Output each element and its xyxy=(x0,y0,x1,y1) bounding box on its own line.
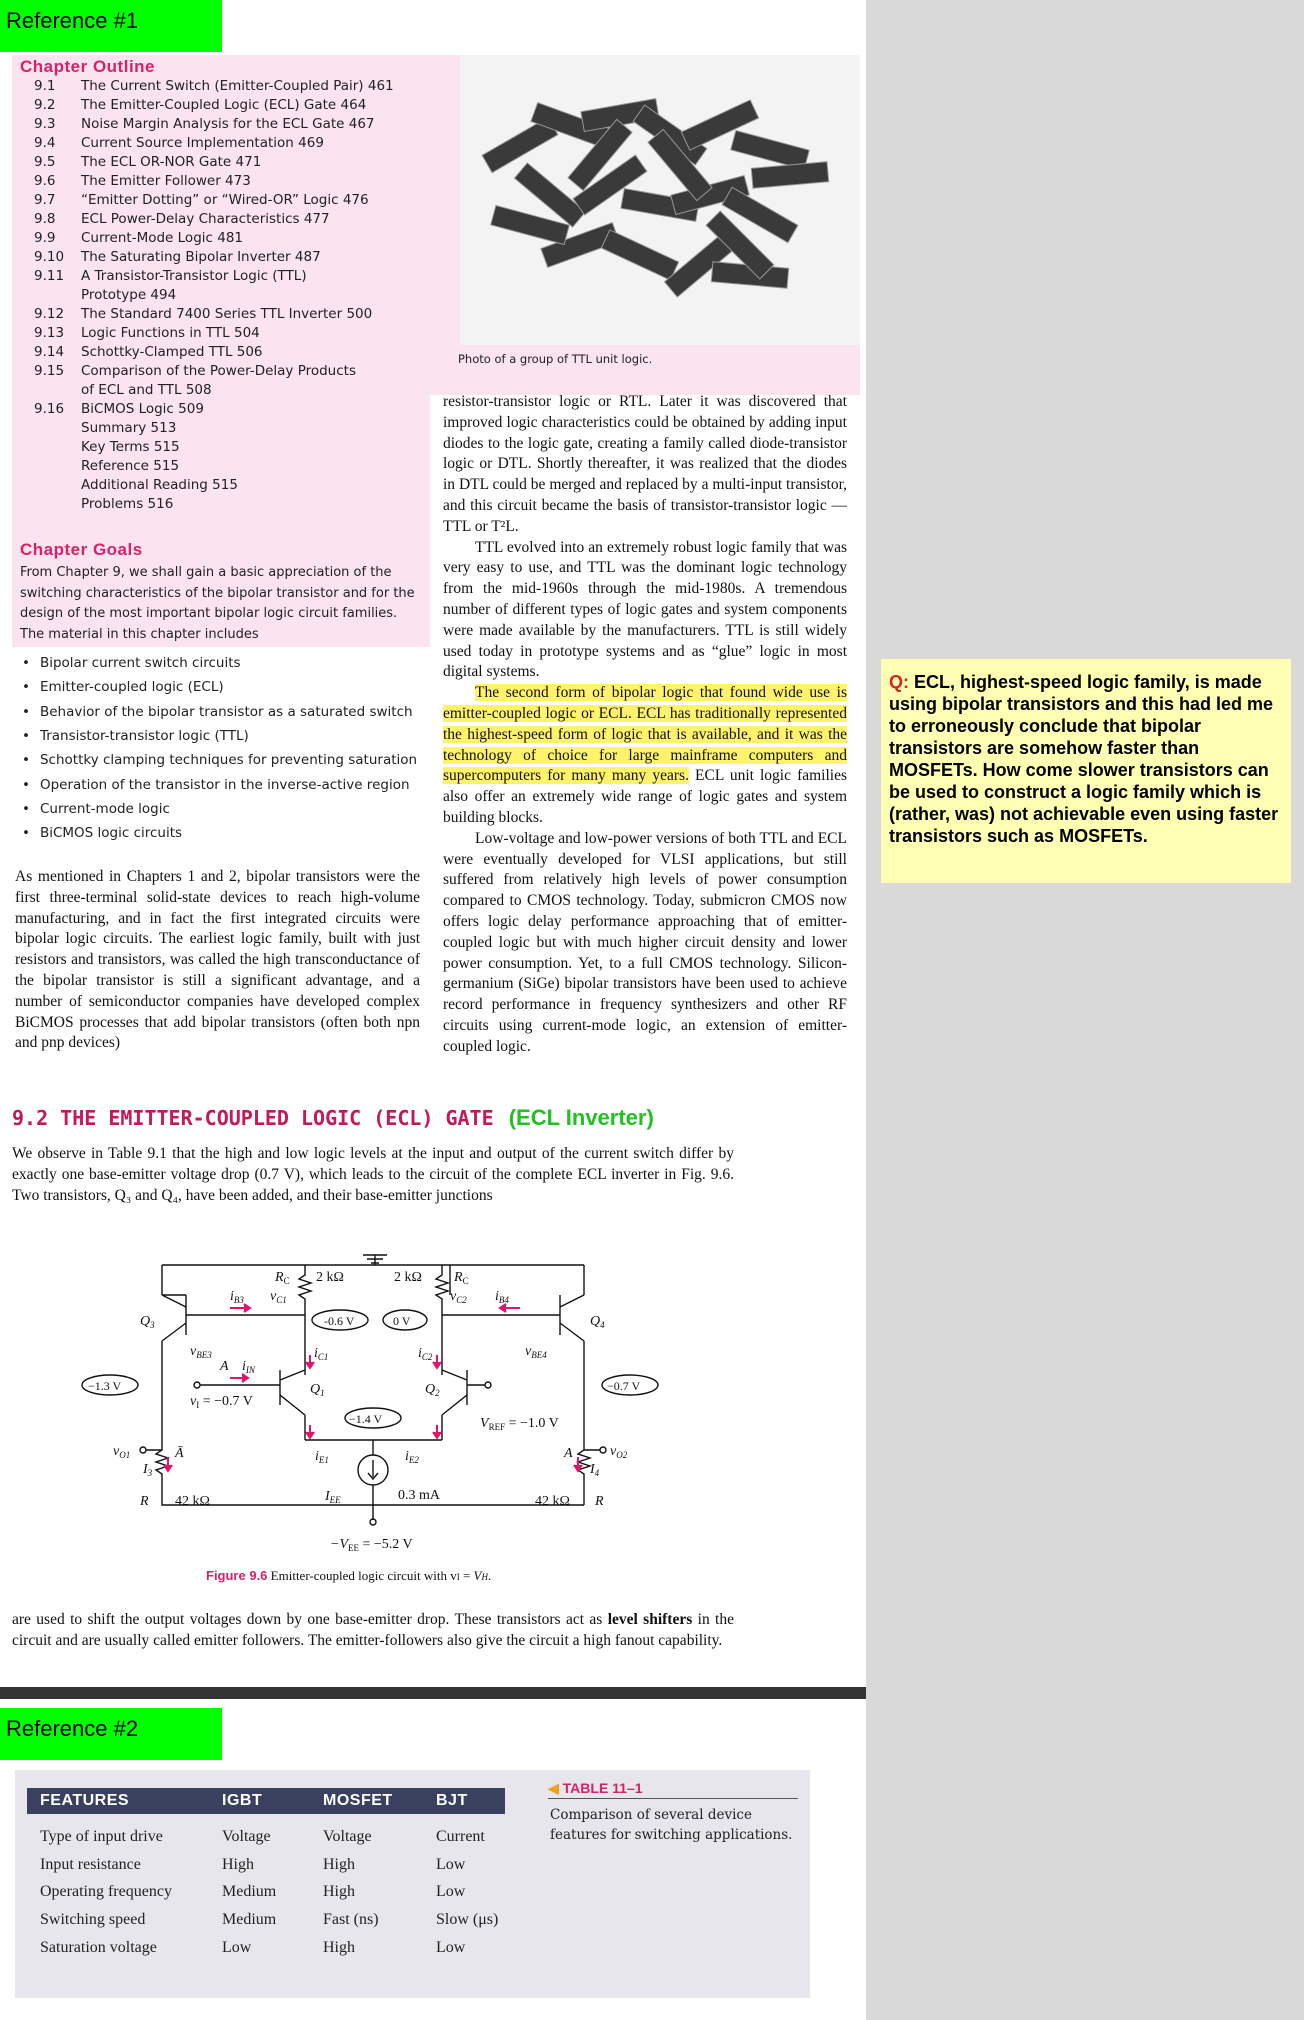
outline-item-text: ECL Power-Delay Characteristics 477 xyxy=(81,211,330,227)
emitter-voltage: −1.4 V xyxy=(349,1412,383,1426)
table-description: Comparison of several device features for switching applications. xyxy=(550,1807,793,1843)
outline-item-text: Summary 513 xyxy=(81,420,177,436)
vee-label: $-V_{EE} = -5.2$ V xyxy=(330,1537,413,1553)
vref-label: $V_{REF} = -1.0$ V xyxy=(480,1416,559,1432)
vo1-node-voltage: −1.3 V xyxy=(88,1379,122,1393)
ic-chips-image xyxy=(460,55,860,345)
highlighted-ecl-text: The second form of bipolar logic that found wide use is emitter-coupled logic or ECL. ECL has traditionally represented the highest-speed form of logic that is available, and it was the technology of choice for large mainframe computers and supercomputers for many many years. xyxy=(443,684,847,785)
vbe4-label: $v_{BE4}$ xyxy=(525,1344,547,1360)
ic-chip xyxy=(731,131,810,170)
table-cell: Voltage xyxy=(323,1828,372,1845)
vo1-label: $v_{O1}$ xyxy=(113,1444,131,1460)
iee-label: $I_{EE}$ xyxy=(325,1489,341,1505)
table-cell: Low xyxy=(436,1938,466,1956)
r2-value: 2 kΩ xyxy=(394,1270,422,1285)
reference-divider xyxy=(0,1687,866,1699)
vo2-label: $v_{O2}$ xyxy=(610,1444,628,1460)
table-cell: Switching speed xyxy=(40,1911,146,1929)
outline-item-number: 9.13 xyxy=(34,325,65,341)
outline-item-text: Problems 516 xyxy=(81,496,174,512)
outline-item-number: 9.4 xyxy=(34,135,56,151)
outline-item-number: 9.3 xyxy=(34,116,56,132)
table-cell: High xyxy=(323,1855,355,1873)
table-cell: Low xyxy=(222,1938,252,1956)
table-cell: Slow (μs) xyxy=(436,1911,499,1929)
table-cell: Fast (ns) xyxy=(323,1911,379,1929)
table-header-cell: FEATURES xyxy=(40,1792,130,1809)
outline-item-number: 9.2 xyxy=(34,97,56,113)
vi-label: $v_I = -0.7$ V xyxy=(190,1394,253,1410)
a-label: A xyxy=(220,1359,229,1374)
table-cell: Saturation voltage xyxy=(40,1938,157,1956)
level-shifters-term: level shifters xyxy=(607,1611,693,1628)
rc1-label: $R_C$ xyxy=(275,1270,290,1286)
abar-label: Ā xyxy=(175,1446,184,1461)
rc2-label: $R_C$ xyxy=(454,1270,469,1286)
iee-value: 0.3 mA xyxy=(398,1488,440,1503)
outline-item-text: “Emitter Dotting” or “Wired-OR” Logic 476 xyxy=(81,192,369,208)
outline-item-text: BiCMOS Logic 509 xyxy=(81,401,204,417)
goal-bullet: • BiCMOS logic circuits xyxy=(22,825,182,841)
paragraph-ecl xyxy=(443,683,847,829)
goal-bullet: • Behavior of the bipolar transistor as a saturated switch xyxy=(22,704,413,720)
outline-item-number: 9.10 xyxy=(34,249,65,265)
outline-item-text: Current Source Implementation 469 xyxy=(81,135,324,151)
section-paragraph-1: We observe in Table 9.1 that the high and low logic levels at the input and output of the current switch differ by exactly one base-emitter voltage drop (0.7 V), which leads to the circuit of the complete ECL inverter in Fig. 9.6. Two transistors, Q₃ and Q₄, have been added, and their base-emitter junctions xyxy=(12,1145,734,1204)
outline-item-number: 9.9 xyxy=(34,230,56,246)
table-cell: Input resistance xyxy=(40,1855,141,1873)
rc2-resistor xyxy=(436,1265,448,1325)
reference-1-label: Reference #1 xyxy=(0,0,222,52)
r1-value: 2 kΩ xyxy=(316,1270,344,1285)
outline-item-number: 9.16 xyxy=(34,401,65,417)
paragraph-ttl: TTL evolved into an extremely robust logic family that was very easy to use, and TTL was the dominant logic technology from the mid-1960s through the mid-1980s. A tremendous number of different types of logic gates and system components were made available by the manufacturers. TTL is still widely used today in prototype systems and as “glue” logic in most digital systems. xyxy=(443,538,847,681)
outline-item-number: 9.7 xyxy=(34,192,56,208)
outline-item-number: 9.1 xyxy=(34,78,56,94)
ic-chip xyxy=(751,162,828,189)
goal-bullet: • Current-mode logic xyxy=(22,801,170,817)
ie1-label: $i_{E1}$ xyxy=(315,1449,329,1465)
margin-strip xyxy=(866,0,1304,2020)
paragraph-low-voltage: Low-voltage and low-power versions of both TTL and ECL were eventually developed for VLSI applications, but still suffered from relatively high levels of power consumption compared to CMOS technology. Today, submicron CMOS now offers logic delay performance approaching that of emitter-coupled logic but with much higher circuit density and lower power consumption. Yet, to a full CMOS technology. Silicon-germanium (SiGe) bipolar transistors have been used to achieve record performance in frequency synthesizers and other RF circuits using current-mode logic, an extension of emitter-coupled logic. xyxy=(443,829,847,1055)
goal-bullet: • Transistor-transistor logic (TTL) xyxy=(22,728,249,744)
ttl-photo xyxy=(460,55,860,345)
goal-bullet: • Schottky clamping techniques for preventing saturation xyxy=(22,752,417,768)
outline-item-text: Key Terms 515 xyxy=(81,439,180,455)
outline-item-number: 9.11 xyxy=(34,268,65,284)
outline-item-text: Prototype 494 xyxy=(81,287,177,303)
goal-bullet: • Bipolar current switch circuits xyxy=(22,655,241,671)
ecl-text-rest: ECL unit logic families also offer an extremely wide range of logic gates and system building blocks. xyxy=(443,767,847,826)
intro-paragraph: As mentioned in Chapters 1 and 2, bipolar transistors were the first three-terminal solid-state devices to reach high-volume manufacturing, and in fact the first integrated circuits were bipolar logic circuits. The earliest logic family, built with just resistors and transistors, was called the high transconductance of the bipolar transistor is still a significant advantage, and a number of semiconductor companies have developed complex BiCMOS processes that add bipolar transistors (often both npn and pnp devices) xyxy=(15,868,420,1052)
ib3-label: $i_{B3}$ xyxy=(230,1289,244,1305)
question-box xyxy=(881,659,1291,883)
outline-item-text: The Emitter Follower 473 xyxy=(81,173,251,189)
right-column-text xyxy=(443,392,847,1058)
vc2-label: $v_{C2}$ xyxy=(450,1289,467,1305)
reference-2-label: Reference #2 xyxy=(0,1708,222,1760)
table-cell: Type of input drive xyxy=(40,1828,163,1845)
ic-chip xyxy=(601,230,678,280)
vc1-label: $v_{C1}$ xyxy=(270,1289,287,1305)
ic2-label: $i_{C2}$ xyxy=(418,1346,433,1362)
table-cell: Medium xyxy=(222,1911,277,1929)
vbe3-label: $v_{BE3}$ xyxy=(190,1344,212,1360)
outline-item-text: Logic Functions in TTL 504 xyxy=(81,325,260,341)
table-cell: High xyxy=(222,1855,254,1873)
a-out-label: A xyxy=(564,1446,573,1461)
outline-item-number: 9.6 xyxy=(34,173,56,189)
outline-item-text: Schottky-Clamped TTL 506 xyxy=(81,344,263,360)
r3-value: 42 kΩ xyxy=(175,1494,210,1509)
outline-item-number: 9.14 xyxy=(34,344,65,360)
paragraph-rtl: resistor-transistor logic or RTL. Later it was discovered that improved logic characteristics could be obtained by adding input diodes to the logic gate, creating a family called diode-transistor logic or DTL. Shortly thereafter, it was realized that the diodes in DTL could be merged and replaced by a multi-input transistor, and this circuit became the basis of transistor-transistor logic — TTL or T²L. xyxy=(443,393,847,535)
outline-item-text: The Saturating Bipolar Inverter 487 xyxy=(81,249,321,265)
outline-item-number: 9.15 xyxy=(34,363,65,379)
q4-transistor xyxy=(450,1265,584,1395)
figure-caption-text: Emitter-coupled logic circuit with v xyxy=(267,1568,457,1583)
outline-item-text: Additional Reading 515 xyxy=(81,477,238,493)
q2-label: $Q_2$ xyxy=(425,1382,440,1398)
outline-item-text: The Current Switch (Emitter-Coupled Pair) 461 xyxy=(81,78,394,94)
table-cell: Operating frequency xyxy=(40,1883,172,1901)
section-paragraph-2: are used to shift the output voltages down by one base-emitter drop. These transistors act as level shifters in the circuit and are usually called emitter followers. The emitter-followers also give the circuit a high fanout capability. xyxy=(12,1611,734,1649)
ic1-label: $i_{C1}$ xyxy=(314,1346,329,1362)
table-cell: Current xyxy=(436,1828,485,1845)
section-heading xyxy=(12,1105,654,1131)
section-subtitle: (ECL Inverter) xyxy=(508,1105,654,1130)
i3-label: $I_3$ xyxy=(143,1462,153,1478)
outline-item-text: The ECL OR-NOR Gate 471 xyxy=(81,154,262,170)
outline-item-text: The Emitter-Coupled Logic (ECL) Gate 464 xyxy=(81,97,367,113)
table-tag-rule xyxy=(548,1798,798,1799)
outline-item-number: 9.5 xyxy=(34,154,56,170)
outline-item-text: Current-Mode Logic 481 xyxy=(81,230,243,246)
outline-item-text: Reference 515 xyxy=(81,458,180,474)
q3-label: $Q_3$ xyxy=(140,1314,155,1330)
r4-label: R xyxy=(595,1494,604,1509)
outline-item-text: Comparison of the Power-Delay Products xyxy=(81,363,356,379)
q2-transistor xyxy=(442,1370,467,1440)
table-header-cell: BJT xyxy=(436,1792,468,1809)
table-header-cell: MOSFET xyxy=(323,1792,393,1809)
iin-label: $i_{IN}$ xyxy=(242,1359,255,1375)
goal-bullet: • Emitter-coupled logic (ECL) xyxy=(22,679,224,695)
table-cell: Medium xyxy=(222,1883,277,1901)
r4-value: 42 kΩ xyxy=(535,1494,570,1509)
photo-caption: Photo of a group of TTL unit logic. xyxy=(458,352,653,366)
figure-caption: Figure 9.6 Emitter-coupled logic circuit with vI = VH. xyxy=(206,1568,492,1583)
ib4-label: $i_{B4}$ xyxy=(495,1289,509,1305)
vo2-node-voltage: −0.7 V xyxy=(607,1379,641,1393)
q3-transistor xyxy=(162,1295,186,1395)
section-title: 9.2 THE EMITTER-COUPLED LOGIC (ECL) GATE xyxy=(12,1106,494,1130)
question-text: ECL, highest-speed logic family, is made using bipolar transistors and this had led me to erroneously conclude that bipolar transistors are somehow faster than MOSFETs. How come slower transistors can be used to construct a logic family which is (rather, was) not achievable even using faster transistors such as MOSFETs. xyxy=(889,672,1279,846)
outline-item-text: of ECL and TTL 508 xyxy=(81,382,212,398)
outline-item-text: The Standard 7400 Series TTL Inverter 500 xyxy=(81,306,373,322)
rc1-resistor xyxy=(299,1265,311,1325)
outline-title: Chapter Outline xyxy=(20,57,156,76)
table-cell: Low xyxy=(436,1855,466,1873)
table-cell: Voltage xyxy=(222,1828,271,1845)
figure-label: Figure 9.6 xyxy=(206,1568,268,1583)
outline-item-number: 9.12 xyxy=(34,306,65,322)
outline-item-number: 9.8 xyxy=(34,211,56,227)
q4-label: $Q_4$ xyxy=(590,1314,605,1330)
r3-label: R xyxy=(140,1494,149,1509)
vc1-value: -0.6 V xyxy=(324,1314,355,1328)
outline-item-text: A Transistor-Transistor Logic (TTL) xyxy=(81,268,307,284)
question-prefix: Q: xyxy=(889,672,909,692)
goals-title: Chapter Goals xyxy=(20,540,143,559)
outline-item-text: Noise Margin Analysis for the ECL Gate 467 xyxy=(81,116,375,132)
table-cell: Low xyxy=(436,1883,466,1901)
table-header-cell: IGBT xyxy=(222,1792,263,1809)
ecl-circuit-diagram xyxy=(80,1245,680,1565)
vc2-value: 0 V xyxy=(393,1314,411,1328)
q1-transistor xyxy=(280,1370,305,1440)
ie2-label: $i_{E2}$ xyxy=(405,1449,419,1465)
i4-label: $I_4$ xyxy=(590,1462,600,1478)
table-cell: High xyxy=(323,1938,355,1956)
table-tag: ◀ TABLE 11–1 xyxy=(548,1780,643,1796)
goal-bullet: • Operation of the transistor in the inverse-active region xyxy=(22,777,410,793)
q1-label: $Q_1$ xyxy=(310,1382,325,1398)
table-cell: High xyxy=(323,1883,355,1901)
goals-intro: From Chapter 9, we shall gain a basic appreciation of the switching characteristics of the bipolar transistor and for the design of the most important bipolar logic circuit families. The material in this chapter includes xyxy=(20,565,415,642)
